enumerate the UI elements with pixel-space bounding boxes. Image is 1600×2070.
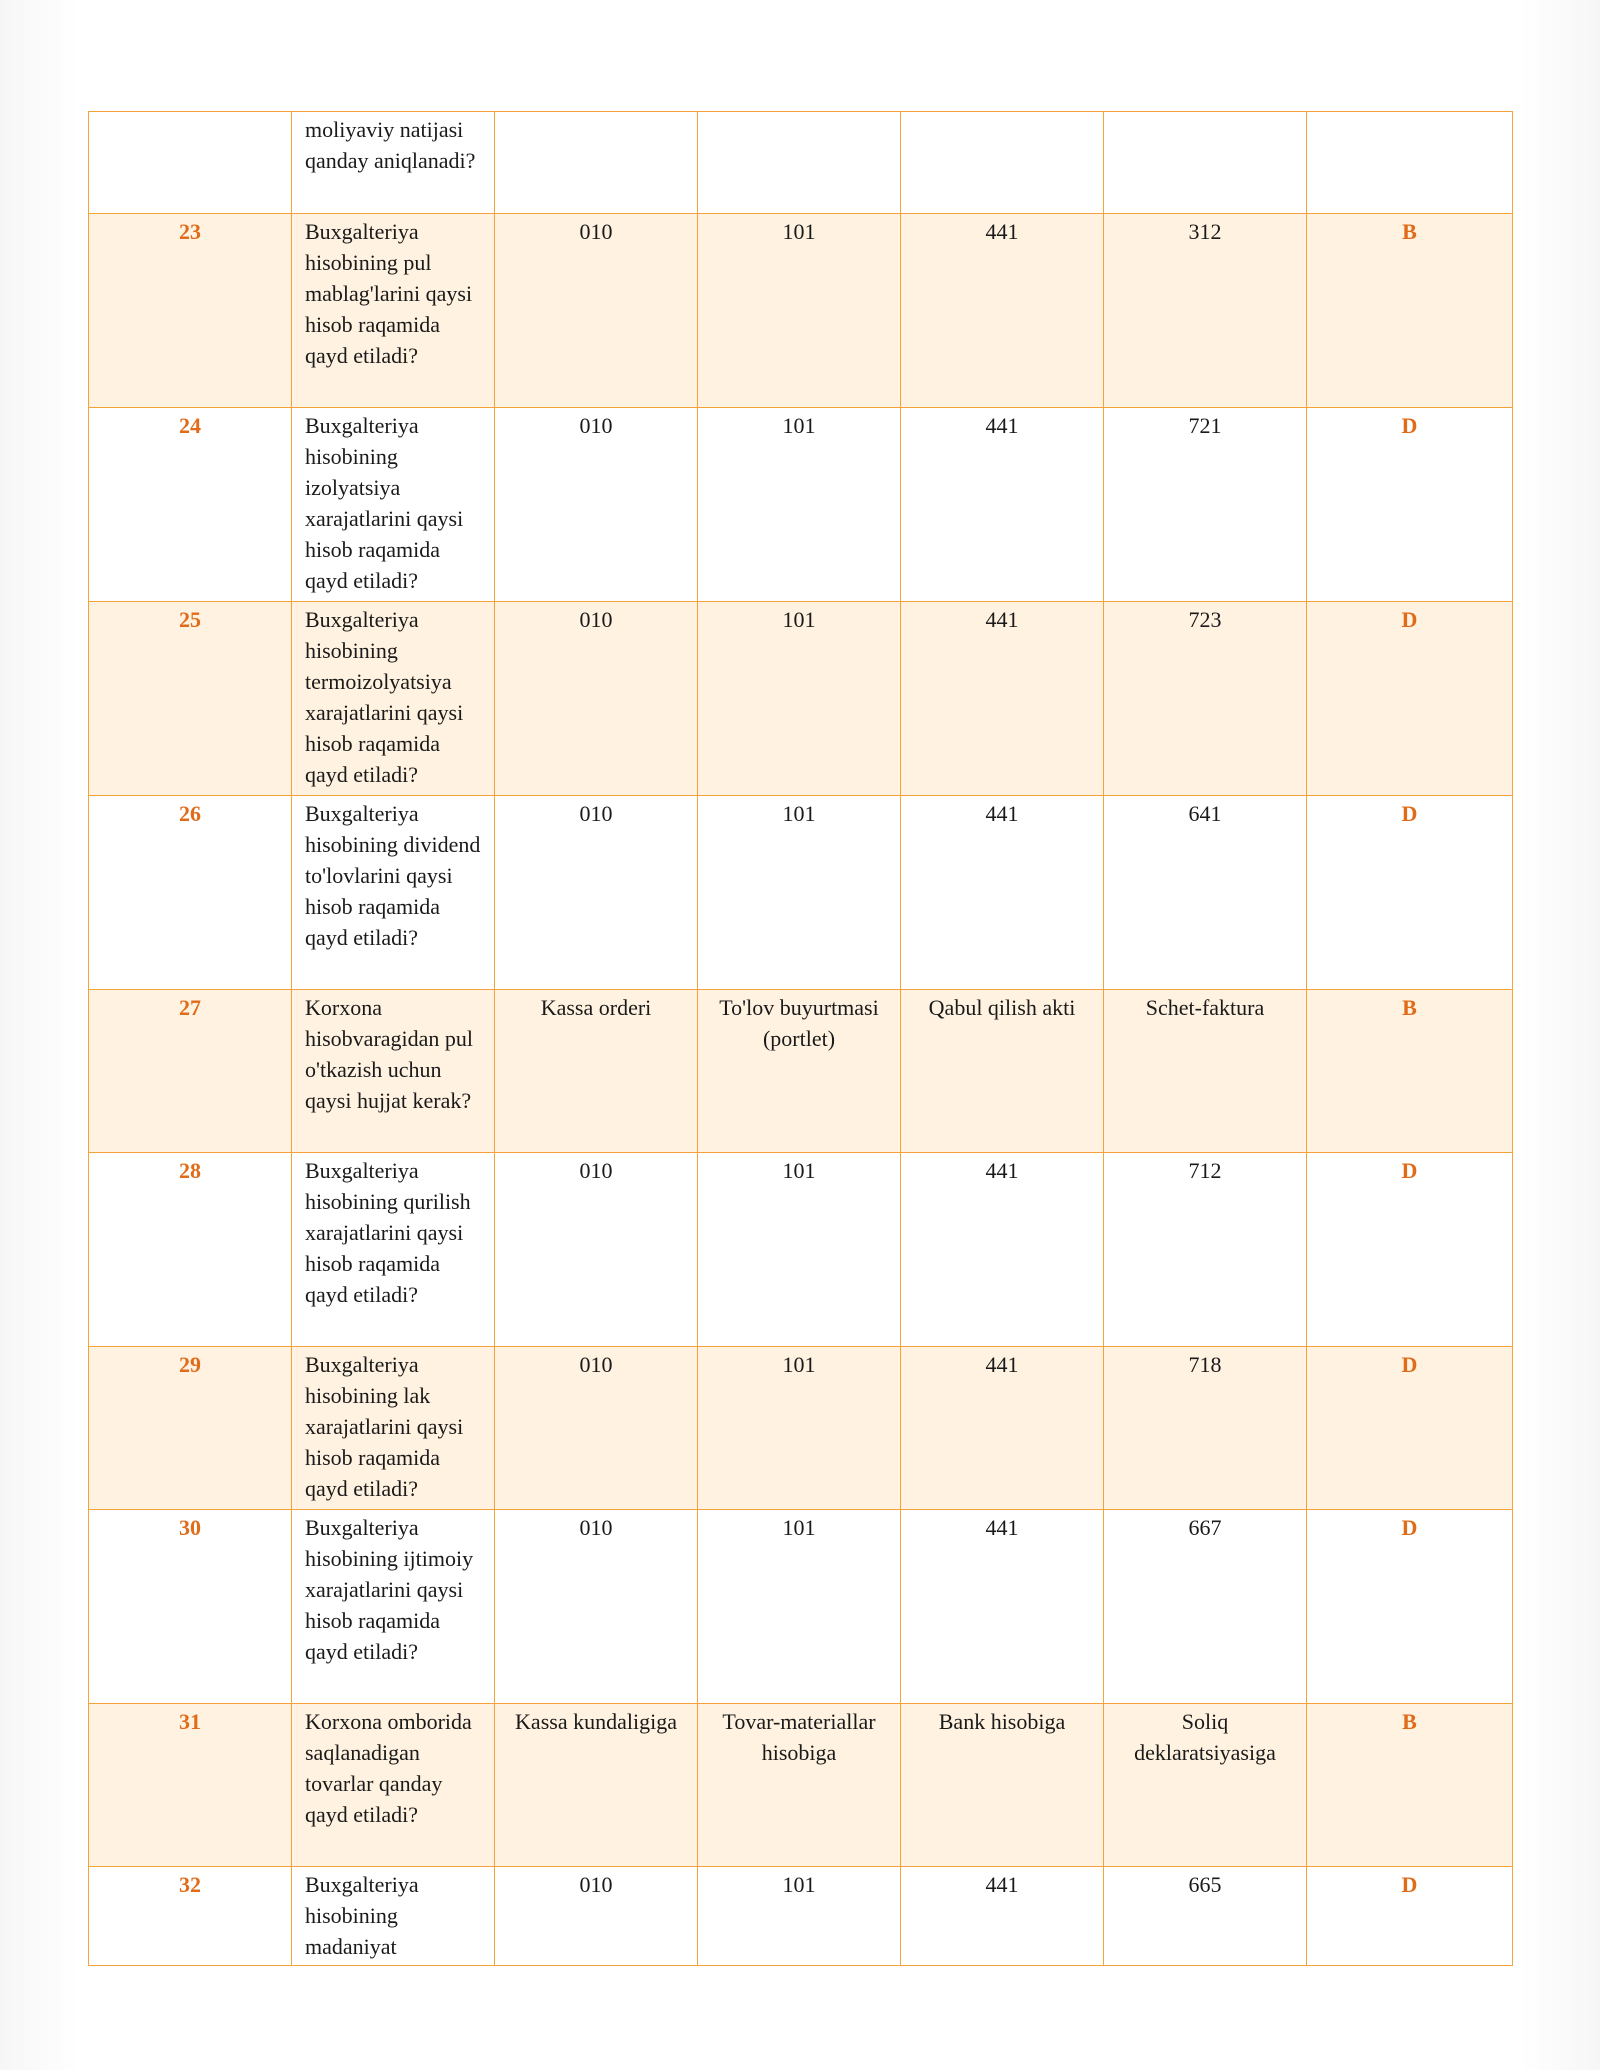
- option-a-cell: 010: [495, 1153, 698, 1347]
- option-a-cell: Kassa kundaligiga: [495, 1704, 698, 1867]
- option-b-cell: 101: [698, 1347, 901, 1510]
- table-row: [89, 214, 1513, 408]
- option-d-cell: 712: [1104, 1153, 1307, 1347]
- question-text-cell: Buxgalteriya hisobining pul mablag'larini qaysi hisob raqamida qayd etiladi?: [292, 214, 495, 408]
- table-row: [89, 1704, 1513, 1867]
- correct-answer-cell: D: [1307, 1347, 1513, 1510]
- question-number-cell: 32: [89, 1867, 292, 1966]
- option-c-cell: 441: [901, 796, 1104, 990]
- option-d-cell: Soliq deklaratsiyasiga: [1104, 1704, 1307, 1867]
- question-text-cell: Buxgalteriya hisobining izolyatsiya xarajatlarini qaysi hisob raqamida qayd etiladi?: [292, 408, 495, 602]
- question-number-cell: 27: [89, 990, 292, 1153]
- question-text-cell: Buxgalteriya hisobining lak xarajatlarini qaysi hisob raqamida qayd etiladi?: [292, 1347, 495, 1510]
- option-c-cell: 441: [901, 1347, 1104, 1510]
- question-text-cell: Buxgalteriya hisobining qurilish xarajatlarini qaysi hisob raqamida qayd etiladi?: [292, 1153, 495, 1347]
- correct-answer-cell: B: [1307, 1704, 1513, 1867]
- option-c-cell: [901, 112, 1104, 214]
- question-number-cell: [89, 112, 292, 214]
- correct-answer-cell: D: [1307, 1510, 1513, 1704]
- option-d-cell: 667: [1104, 1510, 1307, 1704]
- question-text-cell: Buxgalteriya hisobining dividend to'lovlarini qaysi hisob raqamida qayd etiladi?: [292, 796, 495, 990]
- correct-answer-cell: D: [1307, 408, 1513, 602]
- option-d-cell: [1104, 112, 1307, 214]
- question-number-cell: 24: [89, 408, 292, 602]
- question-number-cell: 23: [89, 214, 292, 408]
- option-a-cell: Kassa orderi: [495, 990, 698, 1153]
- quiz-table: [88, 111, 1513, 1966]
- option-c-cell: Bank hisobiga: [901, 1704, 1104, 1867]
- option-d-cell: Schet-faktura: [1104, 990, 1307, 1153]
- option-c-cell: 441: [901, 602, 1104, 796]
- option-c-cell: Qabul qilish akti: [901, 990, 1104, 1153]
- option-b-cell: Tovar-materiallar hisobiga: [698, 1704, 901, 1867]
- option-a-cell: 010: [495, 602, 698, 796]
- correct-answer-cell: [1307, 112, 1513, 214]
- option-a-cell: 010: [495, 408, 698, 602]
- question-text-cell: Buxgalteriya hisobining madaniyat: [292, 1867, 495, 1966]
- correct-answer-cell: D: [1307, 1867, 1513, 1966]
- question-text-cell: moliyaviy natijasi qanday aniqlanadi?: [292, 112, 495, 214]
- option-c-cell: 441: [901, 1867, 1104, 1966]
- option-b-cell: To'lov buyurtmasi (portlet): [698, 990, 901, 1153]
- option-a-cell: 010: [495, 1347, 698, 1510]
- question-number-cell: 30: [89, 1510, 292, 1704]
- option-b-cell: 101: [698, 1153, 901, 1347]
- table-row: [89, 990, 1513, 1153]
- option-d-cell: 641: [1104, 796, 1307, 990]
- question-number-cell: 29: [89, 1347, 292, 1510]
- question-number-cell: 26: [89, 796, 292, 990]
- option-d-cell: 718: [1104, 1347, 1307, 1510]
- table-row: [89, 112, 1513, 214]
- option-c-cell: 441: [901, 1510, 1104, 1704]
- question-text-cell: Buxgalteriya hisobining termoizolyatsiya xarajatlarini qaysi hisob raqamida qayd etiladi?: [292, 602, 495, 796]
- option-a-cell: 010: [495, 796, 698, 990]
- option-b-cell: 101: [698, 796, 901, 990]
- question-text-cell: Korxona hisobvaragidan pul o'tkazish uchun qaysi hujjat kerak?: [292, 990, 495, 1153]
- option-b-cell: 101: [698, 214, 901, 408]
- option-a-cell: 010: [495, 214, 698, 408]
- option-b-cell: 101: [698, 1510, 901, 1704]
- option-d-cell: 721: [1104, 408, 1307, 602]
- table-row: [89, 1153, 1513, 1347]
- option-b-cell: 101: [698, 602, 901, 796]
- table-row: [89, 1347, 1513, 1510]
- option-c-cell: 441: [901, 1153, 1104, 1347]
- table-row: [89, 1867, 1513, 1966]
- option-d-cell: 665: [1104, 1867, 1307, 1966]
- option-c-cell: 441: [901, 408, 1104, 602]
- question-text-cell: Korxona omborida saqlanadigan tovarlar qanday qayd etiladi?: [292, 1704, 495, 1867]
- table-row: [89, 1510, 1513, 1704]
- table-row: [89, 408, 1513, 602]
- correct-answer-cell: B: [1307, 990, 1513, 1153]
- option-d-cell: 312: [1104, 214, 1307, 408]
- correct-answer-cell: B: [1307, 214, 1513, 408]
- option-d-cell: 723: [1104, 602, 1307, 796]
- question-number-cell: 28: [89, 1153, 292, 1347]
- correct-answer-cell: D: [1307, 1153, 1513, 1347]
- option-a-cell: 010: [495, 1510, 698, 1704]
- question-number-cell: 25: [89, 602, 292, 796]
- option-b-cell: 101: [698, 1867, 901, 1966]
- option-b-cell: 101: [698, 408, 901, 602]
- option-a-cell: [495, 112, 698, 214]
- document-table-container: [88, 111, 1512, 1966]
- option-b-cell: [698, 112, 901, 214]
- question-number-cell: 31: [89, 1704, 292, 1867]
- option-c-cell: 441: [901, 214, 1104, 408]
- option-a-cell: 010: [495, 1867, 698, 1966]
- correct-answer-cell: D: [1307, 602, 1513, 796]
- question-text-cell: Buxgalteriya hisobining ijtimoiy xarajatlarini qaysi hisob raqamida qayd etiladi?: [292, 1510, 495, 1704]
- table-row: [89, 602, 1513, 796]
- table-row: [89, 796, 1513, 990]
- correct-answer-cell: D: [1307, 796, 1513, 990]
